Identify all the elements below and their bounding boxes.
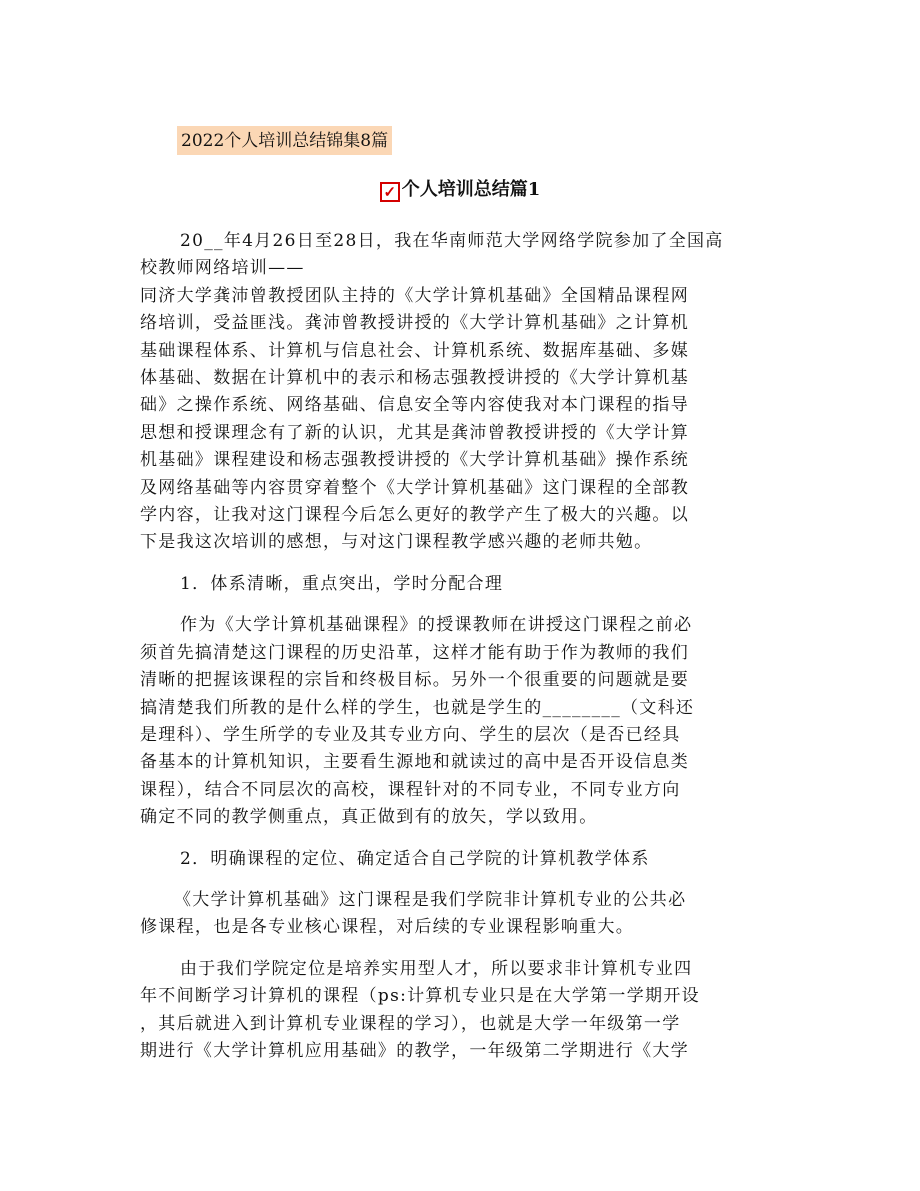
text-line: 络培训，受益匪浅。龚沛曾教授讲授的《大学计算机基础》之计算机	[140, 313, 689, 334]
text-line: 确定不同的教学侧重点，真正做到有的放矢，学以致用。	[140, 807, 598, 828]
text-line: 备基本的计算机知识，主要看生源地和就读过的高中是否开设信息类	[140, 752, 689, 773]
text-line: 课程），结合不同层次的高校，课程针对的不同专业，不同专业方向	[140, 779, 681, 800]
document-title: 2022个人培训总结锦集8篇	[177, 126, 392, 155]
text-line: 同济大学龚沛曾教授团队主持的《大学计算机基础》全国精品课程网	[140, 285, 689, 306]
text-line: 须首先搞清楚这门课程的历史沿革，这样才能有助于作为教师的我们	[140, 642, 689, 663]
text-line: 思想和授课理念有了新的认识，尤其是龚沛曾教授讲授的《大学计算	[140, 422, 689, 443]
text-line: ，其后就进入到计算机专业课程的学习），也就是大学一年级第一学	[140, 1013, 681, 1034]
paragraph-3	[140, 887, 774, 942]
text-line: 学内容，让我对这门课程今后怎么更好的教学产生了极大的兴趣。以	[140, 505, 689, 526]
text-line: 年不间断学习计算机的课程（ps:计算机专业只是在大学第一学期开设	[140, 986, 700, 1007]
text-line: 机基础》课程建设和杨志强教授讲授的《大学计算机基础》操作系统	[140, 450, 689, 471]
document-body	[140, 228, 774, 1065]
text-line: 20__年4月26日至28日，我在华南师范大学网络学院参加了全国高	[180, 231, 724, 251]
checkbox-icon: ✓	[380, 182, 400, 202]
text-line: 校教师网络培训——	[140, 258, 305, 279]
text-line: 《大学计算机基础》这门课程是我们学院非计算机专业的公共必	[174, 889, 687, 910]
paragraph-4	[140, 956, 774, 1066]
text-line: 清晰的把握该课程的宗旨和终极目标。另外一个很重要的问题就是要	[140, 670, 689, 691]
text-line: 基础课程体系、计算机与信息社会、计算机系统、数据库基础、多媒	[140, 340, 689, 361]
text-line: 是理科）、学生所学的专业及其专业方向、学生的层次（是否已经具	[140, 724, 681, 745]
subheading-2: 2．明确课程的定位、确定适合自己学院的计算机教学体系	[180, 848, 650, 869]
text-line: 作为《大学计算机基础课程》的授课教师在讲授这门课程之前必	[180, 615, 693, 636]
text-line: 体基础、数据在计算机中的表示和杨志强教授讲授的《大学计算机基	[140, 368, 689, 389]
text-line: 修课程，也是各专业核心课程，对后续的专业课程影响重大。	[140, 917, 635, 938]
text-line: 搞清楚我们所教的是什么样的学生，也就是学生的________（文科还	[140, 697, 695, 718]
text-line: 期进行《大学计算机应用基础》的教学，一年级第二学期进行《大学	[140, 1040, 689, 1061]
section-title-text: 个人培训总结篇1	[401, 179, 541, 200]
text-line: 础》之操作系统、网络基础、信息安全等内容使我对本门课程的指导	[140, 395, 689, 416]
paragraph-2	[140, 612, 774, 831]
text-line: 及网络基础等内容贯穿着整个《大学计算机基础》这门课程的全部教	[140, 477, 689, 498]
section-heading	[0, 177, 920, 203]
paragraph-1	[140, 228, 774, 557]
text-line: 下是我这次培训的感想，与对这门课程教学感兴趣的老师共勉。	[140, 532, 653, 553]
subheading-1: 1．体系清晰，重点突出，学时分配合理	[180, 573, 504, 594]
text-line: 由于我们学院定位是培养实用型人才，所以要求非计算机专业四	[180, 958, 693, 979]
